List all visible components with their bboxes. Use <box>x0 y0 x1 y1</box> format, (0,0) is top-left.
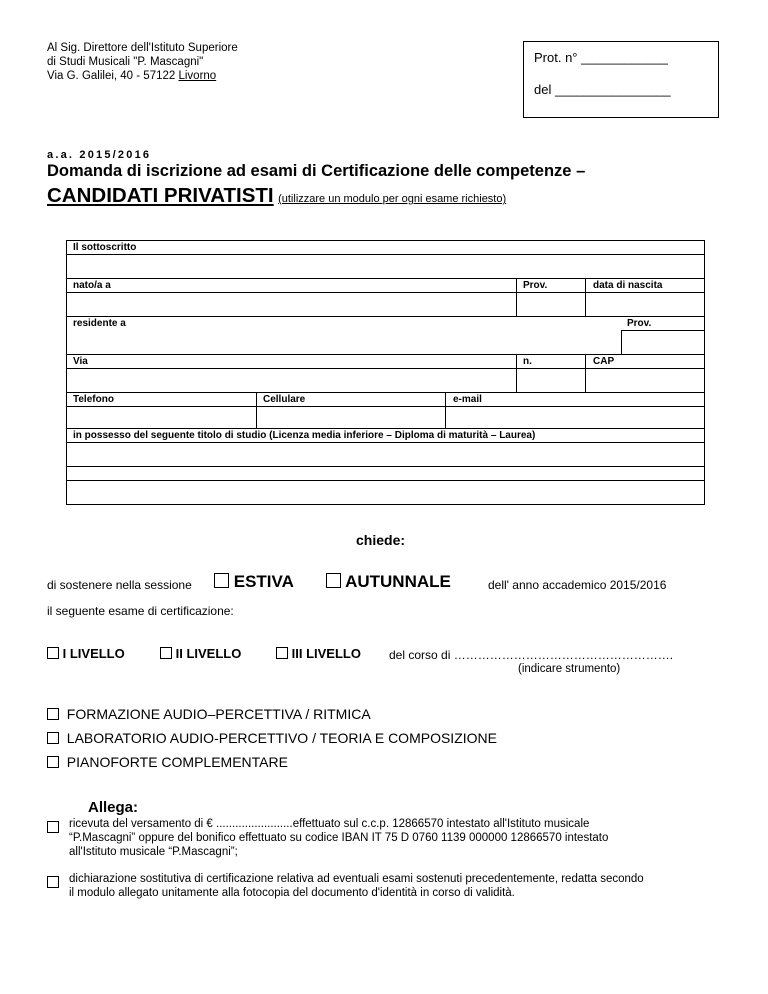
exam-intro: il seguente esame di certificazione: <box>47 604 234 618</box>
address-line: Via G. Galilei, 40 - 57122 Livorno <box>47 70 217 82</box>
allega-item-2: dichiarazione sostitutiva di certificazione relativa ad eventuali esami sostenuti precedentemente, redatta secondo il modulo allegato unitamente alla fotocopia del documento d'identità in corso di validità. <box>69 873 644 899</box>
corso-field[interactable]: del corso di ………………………………………………. <box>389 648 674 662</box>
label-prov: Prov. <box>523 280 548 291</box>
label-email: e-mail <box>453 394 482 405</box>
recipient-address <box>47 41 238 83</box>
checkbox-icon[interactable] <box>214 573 229 588</box>
page-title: Domanda di iscrizione ad esami di Certificazione delle competenze – <box>47 162 586 180</box>
label-titolo-studio: in possesso del seguente titolo di studio (Licenza media inferiore – Diploma di maturità – Laurea) <box>73 430 536 441</box>
title-note: (utilizzare un modulo per ogni esame richiesto) <box>278 193 507 205</box>
checkbox-icon[interactable] <box>47 647 59 659</box>
protocol-number-field[interactable]: Prot. n° ____________ <box>534 50 668 65</box>
label-cap: CAP <box>593 356 615 367</box>
session-prefix: di sostenere nella sessione <box>47 578 192 592</box>
level-1-option[interactable]: I LIVELLO <box>47 646 125 661</box>
checkbox-icon[interactable] <box>160 647 172 659</box>
option-laboratorio[interactable]: LABORATORIO AUDIO-PERCETTIVO / TEORIA E COMPOSIZIONE <box>47 730 497 746</box>
registration-form <box>66 240 705 505</box>
protocol-date-field[interactable]: del ________________ <box>534 82 671 97</box>
option-formazione[interactable]: FORMAZIONE AUDIO–PERCETTIVA / RITMICA <box>47 706 371 722</box>
session-estiva-option[interactable]: ESTIVA <box>214 572 294 592</box>
chiede-heading: chiede: <box>356 532 406 548</box>
allega-item-1-checkbox[interactable] <box>47 819 59 837</box>
level-2-option[interactable]: II LIVELLO <box>160 646 241 661</box>
label-nato: nato/a a <box>73 280 111 291</box>
label-cellulare: Cellulare <box>263 394 306 405</box>
label-sottoscritto: Il sottoscritto <box>73 242 137 253</box>
checkbox-icon[interactable] <box>47 708 59 720</box>
strumento-hint: (indicare strumento) <box>518 663 621 675</box>
academic-year: a.a. 2015/2016 <box>47 149 152 161</box>
allega-item-2-checkbox[interactable] <box>47 874 59 892</box>
address-line: Al Sig. Direttore dell'Istituto Superiore <box>47 42 238 54</box>
allega-heading: Allega: <box>88 799 139 816</box>
address-city: Livorno <box>178 70 217 82</box>
label-prov-residenza: Prov. <box>627 318 652 329</box>
label-data-nascita: data di nascita <box>593 280 663 291</box>
checkbox-icon[interactable] <box>47 732 59 744</box>
option-pianoforte[interactable]: PIANOFORTE COMPLEMENTARE <box>47 754 288 770</box>
level-3-option[interactable]: III LIVELLO <box>276 646 361 661</box>
label-residente: residente a <box>73 318 126 329</box>
label-numero: n. <box>523 356 532 367</box>
allega-item-1: ricevuta del versamento di € ........................effettuato sul c.c.p. 12866570 intestato all'Istituto musicale “P.Mascagni” oppure del bonifico effettuato su codice IBAN IT 75 D 0760 1139 000000 12866570 intestato all'Istituto musicale “P.Mascagni”; <box>69 818 609 858</box>
address-line: di Studi Musicali "P. Mascagni" <box>47 56 204 68</box>
checkbox-icon[interactable] <box>326 573 341 588</box>
candidati-privatisti-heading: CANDIDATI PRIVATISTI <box>47 184 274 207</box>
checkbox-icon[interactable] <box>47 756 59 768</box>
protocol-box <box>523 41 719 118</box>
label-telefono: Telefono <box>73 394 114 405</box>
label-via: Via <box>73 356 88 367</box>
session-suffix: dell' anno accademico 2015/2016 <box>488 578 667 592</box>
page-subtitle <box>47 184 506 208</box>
checkbox-icon[interactable] <box>47 821 59 833</box>
checkbox-icon[interactable] <box>47 876 59 888</box>
checkbox-icon[interactable] <box>276 647 288 659</box>
session-autunnale-option[interactable]: AUTUNNALE <box>326 572 451 592</box>
